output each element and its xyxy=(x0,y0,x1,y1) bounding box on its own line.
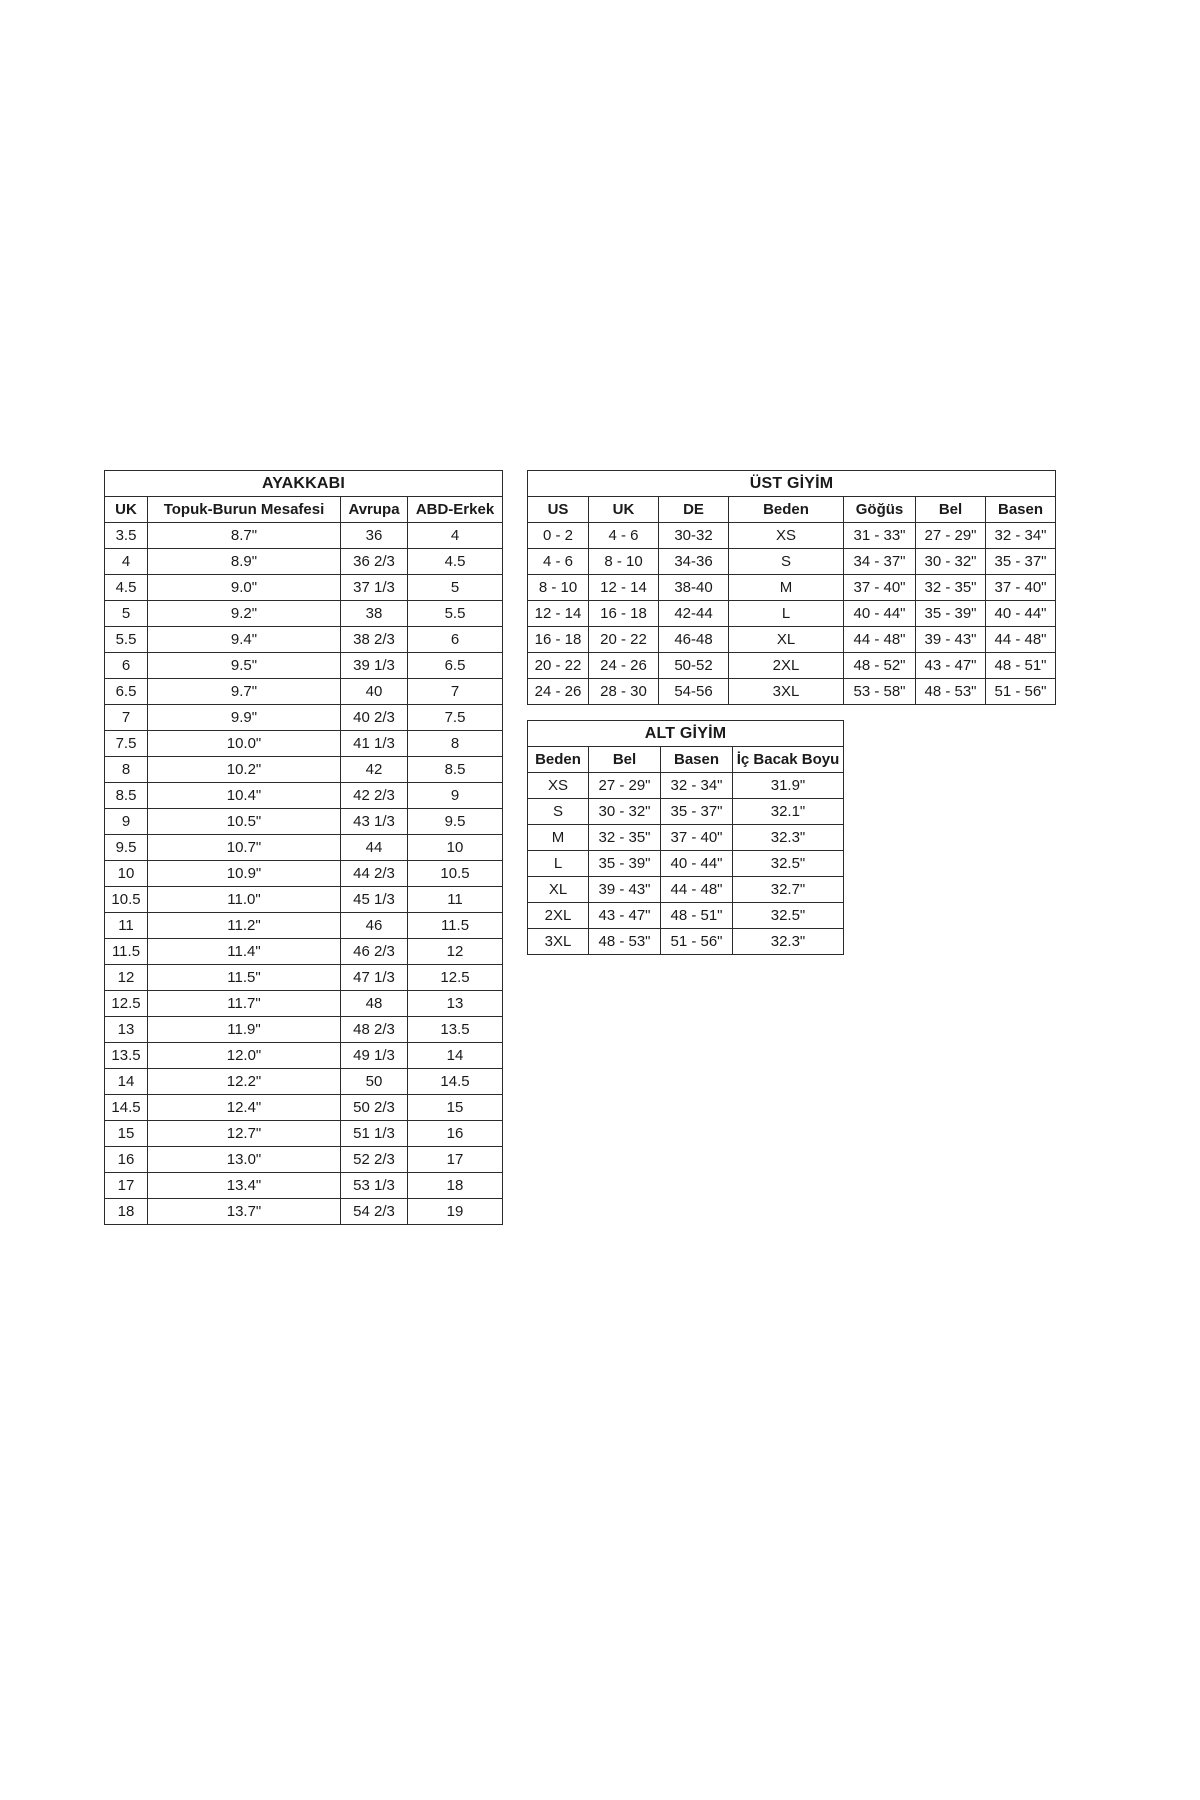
table-cell: 10.9" xyxy=(148,861,341,887)
table-cell: 4 xyxy=(408,523,503,549)
table-row xyxy=(105,887,503,913)
table-cell: 16 - 18 xyxy=(528,627,589,653)
table-cell: 44 - 48" xyxy=(986,627,1056,653)
bottoms-table-title: ALT GİYİM xyxy=(528,721,844,747)
table-cell: 17 xyxy=(105,1173,148,1199)
table-cell: 37 - 40" xyxy=(844,575,916,601)
table-cell: 12.4" xyxy=(148,1095,341,1121)
table-cell: 35 - 37" xyxy=(661,799,733,825)
table-cell: XS xyxy=(528,773,589,799)
table-cell: 4.5 xyxy=(105,575,148,601)
table-cell: 12.7" xyxy=(148,1121,341,1147)
table-cell: 20 - 22 xyxy=(589,627,659,653)
table-cell: 53 1/3 xyxy=(341,1173,408,1199)
table-cell: 10 xyxy=(105,861,148,887)
table-cell: 15 xyxy=(105,1121,148,1147)
table-cell: 48 - 53" xyxy=(589,929,661,955)
table-cell: 4 - 6 xyxy=(528,549,589,575)
table-cell: 11.9" xyxy=(148,1017,341,1043)
table-row xyxy=(105,679,503,705)
table-cell: 31 - 33" xyxy=(844,523,916,549)
table-cell: 13.0" xyxy=(148,1147,341,1173)
table-cell: 43 - 47" xyxy=(589,903,661,929)
table-cell: 43 1/3 xyxy=(341,809,408,835)
lower-clothing-size-table xyxy=(527,720,844,955)
table-cell: 32.5" xyxy=(733,851,844,877)
table-cell: 32 - 35" xyxy=(589,825,661,851)
table-row xyxy=(105,1173,503,1199)
table-cell: 8 - 10 xyxy=(528,575,589,601)
table-cell: 16 xyxy=(408,1121,503,1147)
table-row xyxy=(105,731,503,757)
table-cell: 8 xyxy=(105,757,148,783)
table-cell: 34-36 xyxy=(659,549,729,575)
table-cell: 11.7" xyxy=(148,991,341,1017)
table-cell: 7.5 xyxy=(105,731,148,757)
table-cell: 32.7" xyxy=(733,877,844,903)
table-cell: 46 xyxy=(341,913,408,939)
shoe-size-table xyxy=(104,470,503,1225)
table-cell: 9.5 xyxy=(105,835,148,861)
table-cell: 11 xyxy=(105,913,148,939)
table-cell: 12.2" xyxy=(148,1069,341,1095)
table-cell: 32.1" xyxy=(733,799,844,825)
table-row xyxy=(528,627,1056,653)
table-cell: M xyxy=(729,575,844,601)
table-cell: 9 xyxy=(408,783,503,809)
table-cell: M xyxy=(528,825,589,851)
table-cell: 14.5 xyxy=(105,1095,148,1121)
table-cell: 0 - 2 xyxy=(528,523,589,549)
table-cell: 13 xyxy=(105,1017,148,1043)
table-cell: 8.7" xyxy=(148,523,341,549)
table-cell: 12 xyxy=(408,939,503,965)
table-cell: XL xyxy=(528,877,589,903)
table-cell: 40 - 44" xyxy=(986,601,1056,627)
table-cell: 12 - 14 xyxy=(589,575,659,601)
table-cell: 44 xyxy=(341,835,408,861)
table-cell: 35 - 37" xyxy=(986,549,1056,575)
table-cell: 30-32 xyxy=(659,523,729,549)
table-cell: 8.5 xyxy=(105,783,148,809)
table-cell: 13.4" xyxy=(148,1173,341,1199)
table-cell: 18 xyxy=(408,1173,503,1199)
table-cell: 48 - 53" xyxy=(916,679,986,705)
table-cell: 47 1/3 xyxy=(341,965,408,991)
table-row xyxy=(105,627,503,653)
table-cell: 12 - 14 xyxy=(528,601,589,627)
table-cell: 19 xyxy=(408,1199,503,1225)
column-header: US xyxy=(528,497,589,523)
table-cell: 44 - 48" xyxy=(661,877,733,903)
table-cell: 8.9" xyxy=(148,549,341,575)
table-row xyxy=(105,1199,503,1225)
table-cell: 45 1/3 xyxy=(341,887,408,913)
table-cell: 44 2/3 xyxy=(341,861,408,887)
column-header: Avrupa xyxy=(341,497,408,523)
table-cell: 9 xyxy=(105,809,148,835)
table-row xyxy=(105,1043,503,1069)
table-cell: 13.5 xyxy=(408,1017,503,1043)
column-header: UK xyxy=(105,497,148,523)
table-cell: 51 - 56" xyxy=(661,929,733,955)
table-row xyxy=(105,1017,503,1043)
column-header: ABD-Erkek xyxy=(408,497,503,523)
table-cell: 32.5" xyxy=(733,903,844,929)
table-cell: 54-56 xyxy=(659,679,729,705)
table-cell: 11.0" xyxy=(148,887,341,913)
table-cell: 50 2/3 xyxy=(341,1095,408,1121)
tops-title-row xyxy=(528,471,1056,497)
table-row xyxy=(105,1121,503,1147)
table-cell: 35 - 39" xyxy=(589,851,661,877)
table-cell: 4.5 xyxy=(408,549,503,575)
table-row xyxy=(105,1147,503,1173)
table-cell: L xyxy=(729,601,844,627)
table-cell: 10.4" xyxy=(148,783,341,809)
table-cell: 40 xyxy=(341,679,408,705)
table-cell: 5 xyxy=(105,601,148,627)
table-cell: 36 2/3 xyxy=(341,549,408,575)
table-row xyxy=(105,809,503,835)
table-cell: L xyxy=(528,851,589,877)
table-cell: 10 xyxy=(408,835,503,861)
table-cell: 51 - 56" xyxy=(986,679,1056,705)
table-cell: 4 xyxy=(105,549,148,575)
upper-clothing-size-table xyxy=(527,470,1056,705)
table-cell: 9.5" xyxy=(148,653,341,679)
bottoms-title-row xyxy=(528,721,844,747)
column-header: UK xyxy=(589,497,659,523)
table-cell: 39 - 43" xyxy=(589,877,661,903)
table-cell: 2XL xyxy=(528,903,589,929)
table-cell: 10.5 xyxy=(408,861,503,887)
column-header: DE xyxy=(659,497,729,523)
table-row xyxy=(105,861,503,887)
table-cell: 35 - 39" xyxy=(916,601,986,627)
table-cell: 52 2/3 xyxy=(341,1147,408,1173)
table-row xyxy=(105,783,503,809)
table-cell: 9.0" xyxy=(148,575,341,601)
table-cell: S xyxy=(729,549,844,575)
table-cell: 13.7" xyxy=(148,1199,341,1225)
table-cell: 15 xyxy=(408,1095,503,1121)
table-cell: XL xyxy=(729,627,844,653)
table-row xyxy=(528,799,844,825)
table-cell: 42-44 xyxy=(659,601,729,627)
table-cell: 2XL xyxy=(729,653,844,679)
table-cell: 39 1/3 xyxy=(341,653,408,679)
table-row xyxy=(105,913,503,939)
table-cell: 54 2/3 xyxy=(341,1199,408,1225)
table-cell: 9.9" xyxy=(148,705,341,731)
shoes-header-row xyxy=(105,497,503,523)
table-cell: 48 - 51" xyxy=(661,903,733,929)
table-cell: S xyxy=(528,799,589,825)
table-cell: 32.3" xyxy=(733,825,844,851)
shoes-title-row xyxy=(105,471,503,497)
table-row xyxy=(105,939,503,965)
table-cell: 10.2" xyxy=(148,757,341,783)
column-header: Basen xyxy=(986,497,1056,523)
table-cell: 24 - 26 xyxy=(528,679,589,705)
table-cell: 39 - 43" xyxy=(916,627,986,653)
table-cell: 3XL xyxy=(729,679,844,705)
table-cell: 5.5 xyxy=(105,627,148,653)
table-cell: 12.5 xyxy=(408,965,503,991)
table-row xyxy=(528,653,1056,679)
table-cell: 13 xyxy=(408,991,503,1017)
table-row xyxy=(528,773,844,799)
table-cell: 5 xyxy=(408,575,503,601)
table-cell: 10.7" xyxy=(148,835,341,861)
table-cell: 14 xyxy=(408,1043,503,1069)
table-cell: 38-40 xyxy=(659,575,729,601)
table-cell: 40 - 44" xyxy=(844,601,916,627)
table-row xyxy=(105,1069,503,1095)
table-cell: 37 1/3 xyxy=(341,575,408,601)
table-cell: 11.4" xyxy=(148,939,341,965)
table-cell: 6.5 xyxy=(105,679,148,705)
table-cell: 37 - 40" xyxy=(661,825,733,851)
table-cell: 32 - 35" xyxy=(916,575,986,601)
table-row xyxy=(528,903,844,929)
table-cell: 6.5 xyxy=(408,653,503,679)
table-cell: 27 - 29" xyxy=(589,773,661,799)
column-header: Beden xyxy=(528,747,589,773)
table-cell: 6 xyxy=(408,627,503,653)
table-row xyxy=(105,705,503,731)
table-cell: 32 - 34" xyxy=(661,773,733,799)
table-cell: 3.5 xyxy=(105,523,148,549)
table-cell: 46-48 xyxy=(659,627,729,653)
table-row xyxy=(528,679,1056,705)
table-cell: 38 2/3 xyxy=(341,627,408,653)
table-cell: 32 - 34" xyxy=(986,523,1056,549)
table-row xyxy=(528,549,1056,575)
table-cell: 7.5 xyxy=(408,705,503,731)
table-row xyxy=(528,851,844,877)
table-cell: 48 - 51" xyxy=(986,653,1056,679)
table-cell: 43 - 47" xyxy=(916,653,986,679)
table-cell: 12.0" xyxy=(148,1043,341,1069)
table-cell: 11.5 xyxy=(408,913,503,939)
column-header: Göğüs xyxy=(844,497,916,523)
table-cell: 8 - 10 xyxy=(589,549,659,575)
table-row xyxy=(105,523,503,549)
table-cell: 48 - 52" xyxy=(844,653,916,679)
table-cell: 9.4" xyxy=(148,627,341,653)
table-cell: 4 - 6 xyxy=(589,523,659,549)
table-cell: 30 - 32" xyxy=(916,549,986,575)
table-cell: 40 2/3 xyxy=(341,705,408,731)
table-cell: 42 xyxy=(341,757,408,783)
table-row xyxy=(528,523,1056,549)
table-cell: 32.3" xyxy=(733,929,844,955)
table-row xyxy=(105,965,503,991)
table-cell: 28 - 30 xyxy=(589,679,659,705)
table-cell: 41 1/3 xyxy=(341,731,408,757)
table-cell: 7 xyxy=(408,679,503,705)
table-cell: 51 1/3 xyxy=(341,1121,408,1147)
table-row xyxy=(528,929,844,955)
table-cell: 50-52 xyxy=(659,653,729,679)
table-row xyxy=(105,757,503,783)
table-cell: 7 xyxy=(105,705,148,731)
table-cell: 9.2" xyxy=(148,601,341,627)
table-cell: 49 1/3 xyxy=(341,1043,408,1069)
table-cell: 50 xyxy=(341,1069,408,1095)
table-cell: 5.5 xyxy=(408,601,503,627)
table-cell: 10.5" xyxy=(148,809,341,835)
table-row xyxy=(105,835,503,861)
table-cell: 53 - 58" xyxy=(844,679,916,705)
table-row xyxy=(105,575,503,601)
table-cell: 48 xyxy=(341,991,408,1017)
table-cell: 48 2/3 xyxy=(341,1017,408,1043)
table-row xyxy=(528,825,844,851)
table-cell: 17 xyxy=(408,1147,503,1173)
table-cell: 44 - 48" xyxy=(844,627,916,653)
table-row xyxy=(105,601,503,627)
column-header: İç Bacak Boyu xyxy=(733,747,844,773)
table-row xyxy=(105,991,503,1017)
column-header: Topuk-Burun Mesafesi xyxy=(148,497,341,523)
table-row xyxy=(105,549,503,575)
table-cell: 10.0" xyxy=(148,731,341,757)
table-cell: 11.2" xyxy=(148,913,341,939)
table-cell: 9.5 xyxy=(408,809,503,835)
shoes-table-title: AYAKKABI xyxy=(105,471,503,497)
table-row xyxy=(105,653,503,679)
tops-header-row xyxy=(528,497,1056,523)
table-cell: 13.5 xyxy=(105,1043,148,1069)
table-cell: 16 - 18 xyxy=(589,601,659,627)
table-row xyxy=(528,877,844,903)
table-cell: 46 2/3 xyxy=(341,939,408,965)
table-cell: 36 xyxy=(341,523,408,549)
table-cell: 14 xyxy=(105,1069,148,1095)
bottoms-header-row xyxy=(528,747,844,773)
table-cell: 31.9" xyxy=(733,773,844,799)
table-cell: XS xyxy=(729,523,844,549)
table-cell: 27 - 29" xyxy=(916,523,986,549)
table-cell: 3XL xyxy=(528,929,589,955)
table-cell: 8 xyxy=(408,731,503,757)
table-cell: 12.5 xyxy=(105,991,148,1017)
table-cell: 10.5 xyxy=(105,887,148,913)
table-cell: 42 2/3 xyxy=(341,783,408,809)
table-cell: 12 xyxy=(105,965,148,991)
table-cell: 24 - 26 xyxy=(589,653,659,679)
table-cell: 11 xyxy=(408,887,503,913)
table-cell: 11.5" xyxy=(148,965,341,991)
table-cell: 40 - 44" xyxy=(661,851,733,877)
table-cell: 6 xyxy=(105,653,148,679)
table-cell: 18 xyxy=(105,1199,148,1225)
table-cell: 9.7" xyxy=(148,679,341,705)
table-row xyxy=(105,1095,503,1121)
table-cell: 37 - 40" xyxy=(986,575,1056,601)
table-cell: 38 xyxy=(341,601,408,627)
tops-table-title: ÜST GİYİM xyxy=(528,471,1056,497)
table-cell: 16 xyxy=(105,1147,148,1173)
table-row xyxy=(528,601,1056,627)
table-cell: 14.5 xyxy=(408,1069,503,1095)
column-header: Bel xyxy=(589,747,661,773)
column-header: Basen xyxy=(661,747,733,773)
table-cell: 8.5 xyxy=(408,757,503,783)
column-header: Bel xyxy=(916,497,986,523)
column-header: Beden xyxy=(729,497,844,523)
table-cell: 30 - 32" xyxy=(589,799,661,825)
table-cell: 20 - 22 xyxy=(528,653,589,679)
table-cell: 34 - 37" xyxy=(844,549,916,575)
table-row xyxy=(528,575,1056,601)
table-cell: 11.5 xyxy=(105,939,148,965)
